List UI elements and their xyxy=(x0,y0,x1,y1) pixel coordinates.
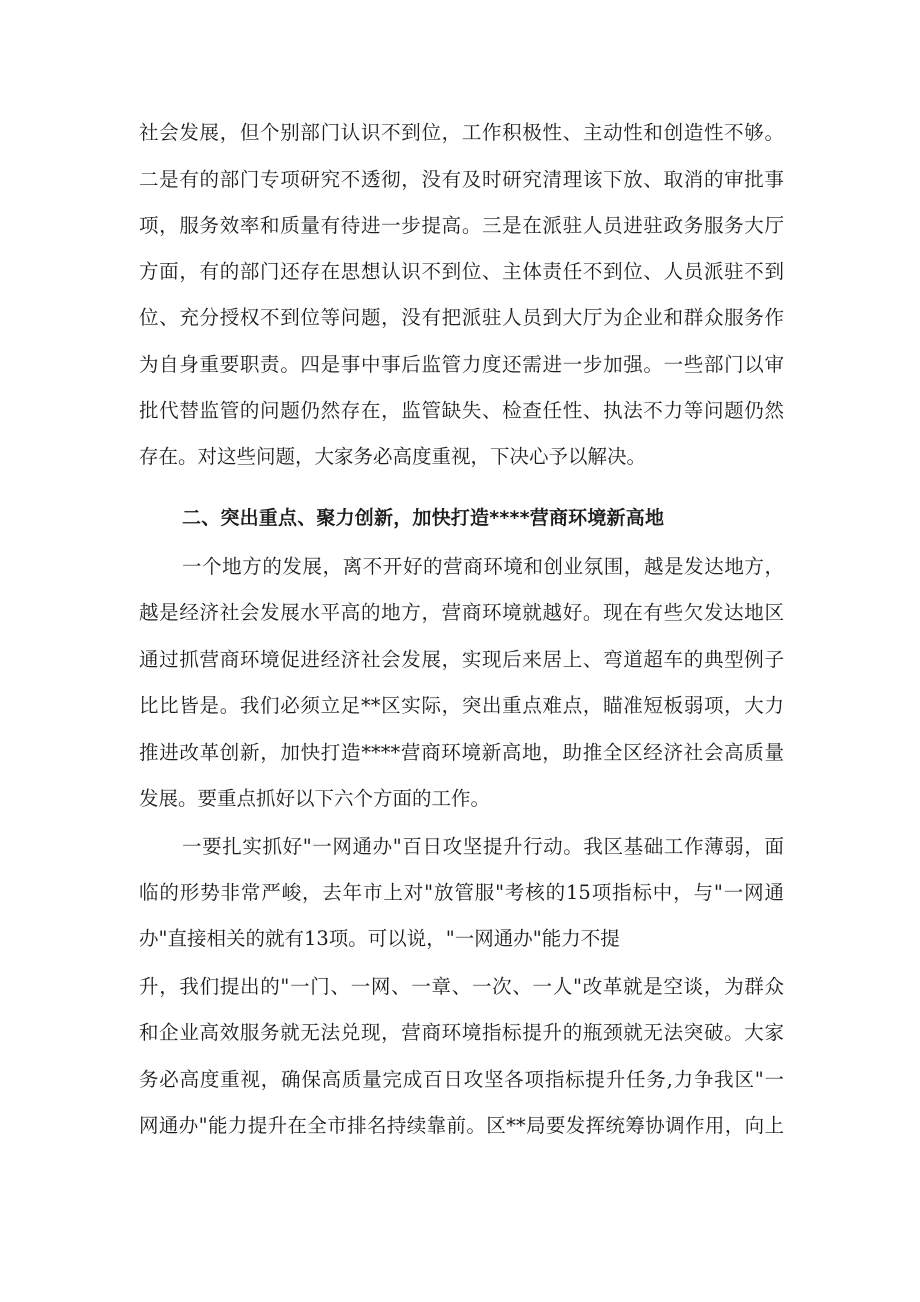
text-line: 网通办"能力提升在全市排名持续靠前。区**局要发挥统筹协调作用，向上 xyxy=(139,1114,784,1137)
text-line: 和企业高效服务就无法兑现，营商环境指标提升的瓶颈就无法突破。大家 xyxy=(139,1021,784,1044)
text-line: 通过抓营商环境促进经济社会发展，实现后来居上、弯道超车的典型例子 xyxy=(139,648,784,671)
text-line: 位、充分授权不到位等问题，没有把派驻人员到大厅为企业和群众服务作 xyxy=(139,306,784,329)
text-line: 项，服务效率和质量有待进一步提高。三是在派驻人员进驻政务服务大厅 xyxy=(139,214,784,237)
text-line: 升，我们提出的"一门、一网、一章、一次、一人"改革就是空谈，为群众 xyxy=(139,975,784,998)
text-line: 比比皆是。我们必须立足**区实际，突出重点难点，瞄准短板弱项，大力 xyxy=(139,694,784,717)
text-line: 存在。对这些问题，大家务必高度重视，下决心予以解决。 xyxy=(139,445,647,468)
text-line: 一个地方的发展，离不开好的营商环境和创业氛围，越是发达地方， xyxy=(182,555,784,578)
text-line: 推进改革创新，加快打造****营商环境新高地，助推全区经济社会高质量 xyxy=(139,741,784,764)
text-line: 批代替监管的问题仍然存在，监管缺失、检查任性、执法不力等问题仍然 xyxy=(139,399,784,422)
text-line: 发展。要重点抓好以下六个方面的工作。 xyxy=(139,787,491,810)
text-line: 临的形势非常严峻，去年市上对"放管服"考核的15项指标中，与"一网通 xyxy=(139,881,784,904)
text-line: 越是经济社会发展水平高的地方，营商环境就越好。现在有些欠发达地区 xyxy=(139,601,784,624)
text-line: 社会发展，但个别部门认识不到位，工作积极性、主动性和创造性不够。 xyxy=(139,121,784,144)
text-line: 办"直接相关的就有13项。可以说，"一网通办"能力不提 xyxy=(139,927,620,950)
section-heading: 二、突出重点、聚力创新，加快打造****营商环境新高地 xyxy=(182,507,665,529)
text-line: 为自身重要职责。四是事中事后监管力度还需进一步加强。一些部门以审 xyxy=(139,353,784,376)
text-line: 务必高度重视，确保高质量完成百日攻坚各项指标提升任务,力争我区"一 xyxy=(139,1068,784,1091)
text-line: 一要扎实抓好"一网通办"百日攻坚提升行动。我区基础工作薄弱，面 xyxy=(182,835,784,858)
text-line: 二是有的部门专项研究不透彻，没有及时研究清理该下放、取消的审批事 xyxy=(139,168,784,191)
text-line: 方面，有的部门还存在思想认识不到位、主体责任不到位、人员派驻不到 xyxy=(139,260,784,283)
